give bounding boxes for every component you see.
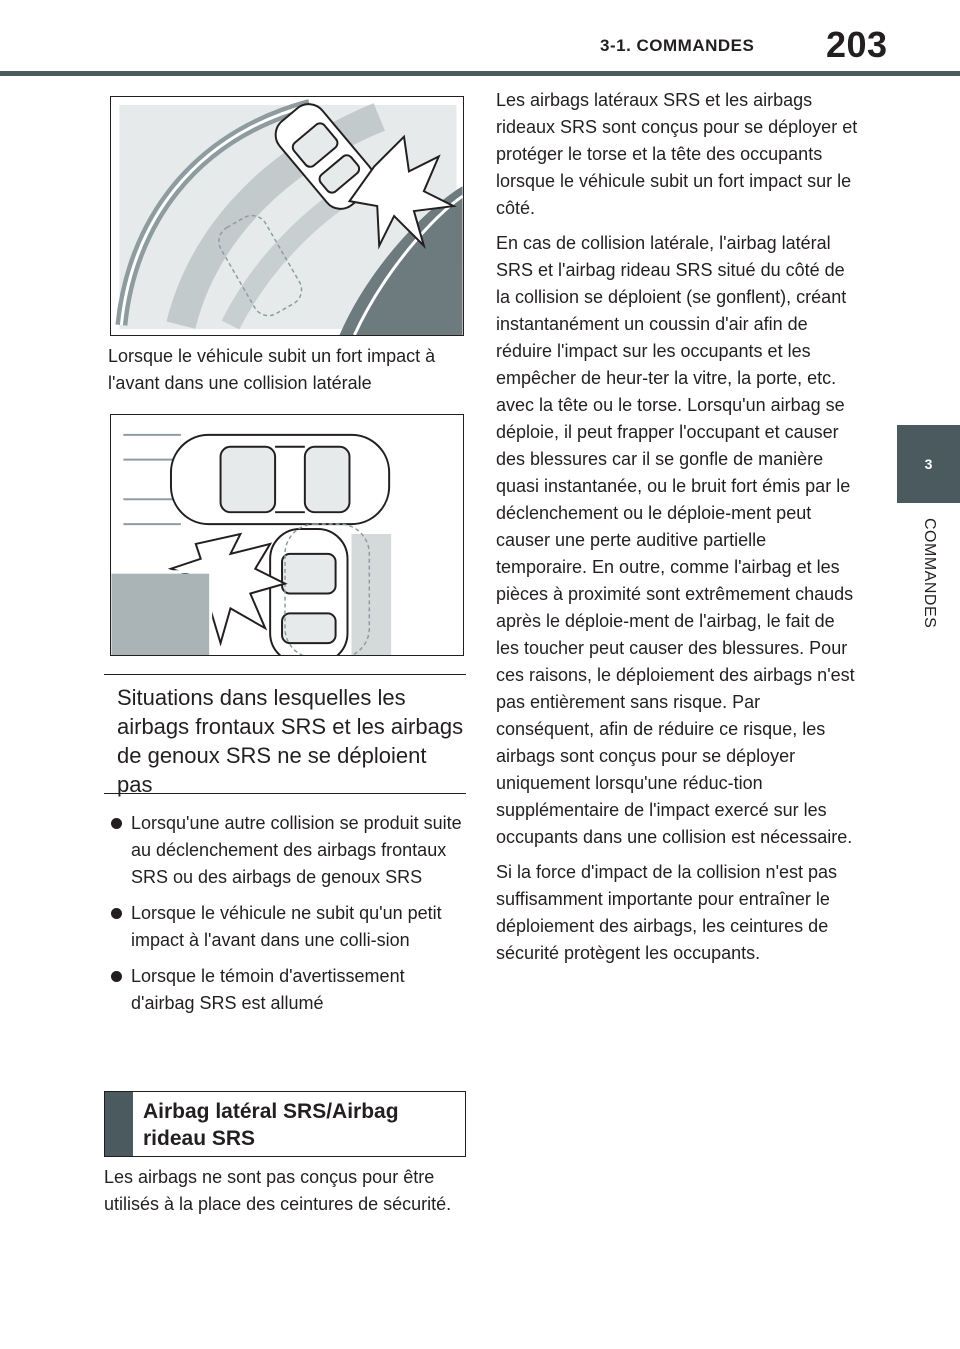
chapter-tab-label: COMMANDES — [921, 518, 938, 629]
paragraph: Les airbags latéraux SRS et les airbags rideaux SRS sont conçus pour se déployer et protéger le torse et la tête des occupants lorsque le véhicule subit un fort impact sur le côté. — [496, 90, 858, 218]
seatbelt-paragraph: Les airbags ne sont pas conçus pour être utilisés à la place des ceintures de sécurité. — [104, 1167, 452, 1214]
paragraph: En cas de collision latérale, l'airbag latéral SRS et l'airbag rideau SRS situé du côté de la collision se déploient (se gonflent), créant instantanément un coussin d'air afin de réduire l'impact sur les occupants et les empêcher de heur-ter la vitre, la porte, etc. avec la tête ou le torse. Lorsqu'un airbag se déploie, il peut frapper l'occupant et causer des blessures car il se gonfle de manière quasi instantanée, ou le bruit fort émis par le déclenchement ou le déploie-ment peut causer une perte auditive partielle temporaire. En outre, comme l'airbag et les pièces à proximité sont extrêmement chauds après le déploie-ment de l'airbag, le fait de les toucher peut causer des blessures. Pour ces raisons, le déploiement des airbags n'est pas entièrement sans risque. Par conséquent, afin de réduire ce risque, les airbags sont conçus pour se déployer uniquement lorsqu'une réduc-tion supplémentaire de l'impact exercé sur les occupants dans une collision est nécessaire. — [496, 233, 855, 847]
front-impact-illustration — [111, 97, 463, 335]
figure-caption: Lorsque le véhicule subit un fort impact à l'avant dans une collision latérale — [108, 346, 436, 393]
situations-list — [104, 810, 466, 1026]
situations-heading: Situations dans lesquelles les airbags frontaux SRS et les airbags de genoux SRS ne se déploient pas — [104, 674, 466, 794]
figure-front-impact-side-collision — [110, 96, 464, 336]
list-item: Lorsque le témoin d'avertissement d'airbag SRS est allumé — [104, 963, 466, 1017]
section-heading-text: Airbag latéral SRS/Airbag rideau SRS — [143, 1100, 399, 1150]
header-rule — [0, 71, 960, 76]
section-title: 3-1. COMMANDES — [600, 36, 755, 55]
page-number: 203 — [826, 24, 888, 65]
paragraph: Si la force d'impact de la collision n'est pas suffisamment importante pour entraîner le déploiement des airbags, les ceintures de sécurité protègent les occupants. — [496, 862, 838, 963]
right-column — [496, 87, 858, 975]
chapter-tab: 3 — [897, 425, 960, 503]
figure-side-collision-top-view — [110, 414, 464, 656]
list-item: Lorsqu'une autre collision se produit suite au déclenchement des airbags frontaux SRS ou des airbags de genoux SRS — [104, 810, 466, 891]
side-collision-illustration — [111, 415, 463, 655]
side-airbag-section-heading — [104, 1091, 466, 1157]
list-item: Lorsque le véhicule ne subit qu'un petit impact à l'avant dans une colli-sion — [104, 900, 466, 954]
heading-accent-bar — [105, 1092, 133, 1156]
